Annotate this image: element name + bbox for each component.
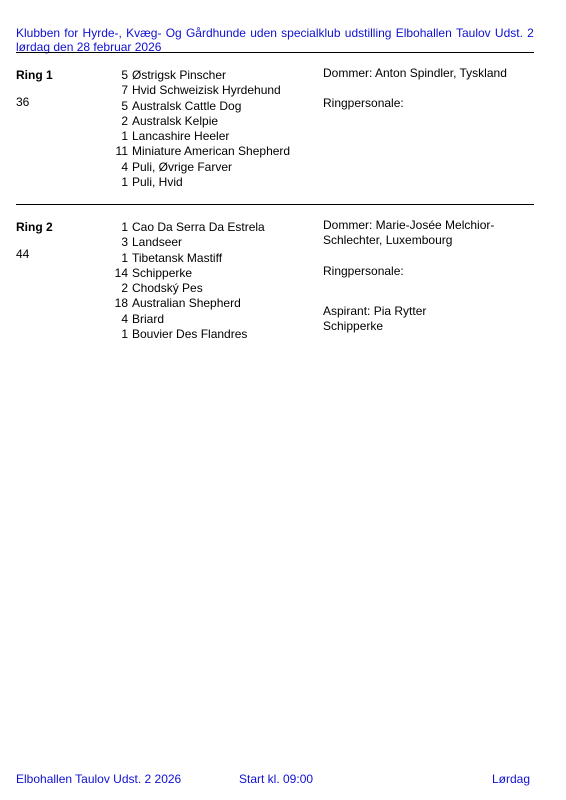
breed-row [114, 114, 290, 129]
ring-dog-count: 36 [16, 95, 30, 109]
ring-staff-label: Ringpersonale: [323, 96, 404, 111]
breed-row [114, 68, 290, 83]
ring-dog-count: 44 [16, 247, 30, 261]
title-word: 2 [527, 26, 534, 40]
event-title [16, 26, 534, 40]
breed-name: Puli, Hvid [132, 175, 183, 190]
footer-venue: Elbohallen Taulov Udst. 2 2026 [16, 772, 182, 786]
breed-row [114, 251, 265, 266]
breed-entry-count: 18 [114, 296, 128, 311]
ring-name: Ring 2 [16, 220, 53, 234]
breed-entry-count: 1 [121, 129, 128, 144]
breed-row [114, 281, 265, 296]
ring-info [323, 218, 523, 334]
breed-entry-count: 7 [121, 83, 128, 98]
breed-name: Briard [132, 311, 165, 326]
breed-entry-count: 1 [121, 327, 128, 342]
judge-label: Dommer: Marie-Josée Melchior- Schlechter, Luxembourg [323, 218, 495, 248]
breed-name: Australian Shepherd [132, 296, 241, 311]
title-word: Hyrde-, [82, 26, 122, 40]
event-date: lørdag den 28 februar 2026 [16, 40, 162, 54]
breed-entry-count: 1 [121, 250, 128, 265]
breed-row [114, 129, 290, 144]
title-word: Og [165, 26, 182, 40]
breed-row [114, 235, 265, 250]
breed-entry-count: 5 [121, 68, 128, 82]
breed-row [114, 296, 265, 311]
breed-row [114, 266, 265, 281]
breed-name: Hvid Schweizisk Hyrdehund [132, 83, 281, 98]
breed-entry-count: 1 [121, 175, 128, 190]
breed-name: Australsk Cattle Dog [132, 98, 242, 113]
judge-label: Dommer: Anton Spindler, Tyskland [323, 66, 507, 80]
breed-entry-count: 11 [115, 144, 128, 159]
breed-entry-count: 14 [114, 265, 128, 280]
breed-entry-count: 5 [121, 98, 128, 113]
breed-name: Lancashire Heeler [132, 129, 230, 144]
breed-list [114, 220, 265, 342]
aspirant-label: Aspirant: Pia Rytter [323, 303, 427, 318]
ring-staff-label: Ringpersonale: [323, 263, 404, 278]
title-word: for [64, 26, 79, 40]
divider [16, 52, 534, 53]
breed-name: Miniature American Shepherd [132, 144, 291, 159]
ring-name: Ring 1 [16, 68, 53, 82]
breed-name: Østrigsk Pinscher [132, 68, 227, 82]
ring-info [323, 66, 523, 112]
breed-name: Cao Da Serra Da Estrela [132, 220, 265, 234]
breed-row [114, 83, 290, 98]
title-word: Udst. [494, 26, 523, 40]
breed-entry-count: 3 [121, 235, 128, 250]
title-word: specialklub [281, 26, 341, 40]
breed-name: Puli, Øvrige Farver [132, 159, 233, 174]
breed-row [114, 175, 290, 190]
breed-name: Tibetansk Mastiff [132, 250, 223, 265]
title-word: Taulov [455, 26, 491, 40]
breed-row [114, 327, 265, 342]
breed-name: Landseer [132, 235, 183, 250]
breed-row [114, 220, 265, 235]
breed-entry-count: 1 [121, 220, 128, 234]
breed-name: Schipperke [132, 265, 193, 280]
breed-entry-count: 4 [121, 311, 128, 326]
divider [16, 204, 534, 205]
breed-entry-count: 2 [121, 113, 128, 128]
breed-list [114, 68, 290, 190]
breed-name: Australsk Kelpie [132, 113, 219, 128]
footer-day: Lørdag [491, 772, 530, 786]
title-word: Klubben [16, 26, 61, 40]
aspirant-breed: Schipperke [323, 319, 384, 334]
footer-start-time: Start kl. 09:00 [239, 772, 314, 786]
breed-row [114, 144, 290, 159]
title-word: Gårdhunde [185, 26, 246, 40]
title-word: Kvæg- [126, 26, 162, 40]
title-word: uden [250, 26, 277, 40]
breed-row [114, 160, 290, 175]
breed-name: Bouvier Des Flandres [132, 327, 248, 342]
title-word: Elbohallen [395, 26, 452, 40]
breed-entry-count: 2 [121, 281, 128, 296]
breed-row [114, 312, 265, 327]
title-word: udstilling [344, 26, 392, 40]
page-header [16, 26, 534, 54]
breed-entry-count: 4 [121, 159, 128, 174]
breed-name: Chodský Pes [132, 281, 203, 296]
breed-row [114, 99, 290, 114]
